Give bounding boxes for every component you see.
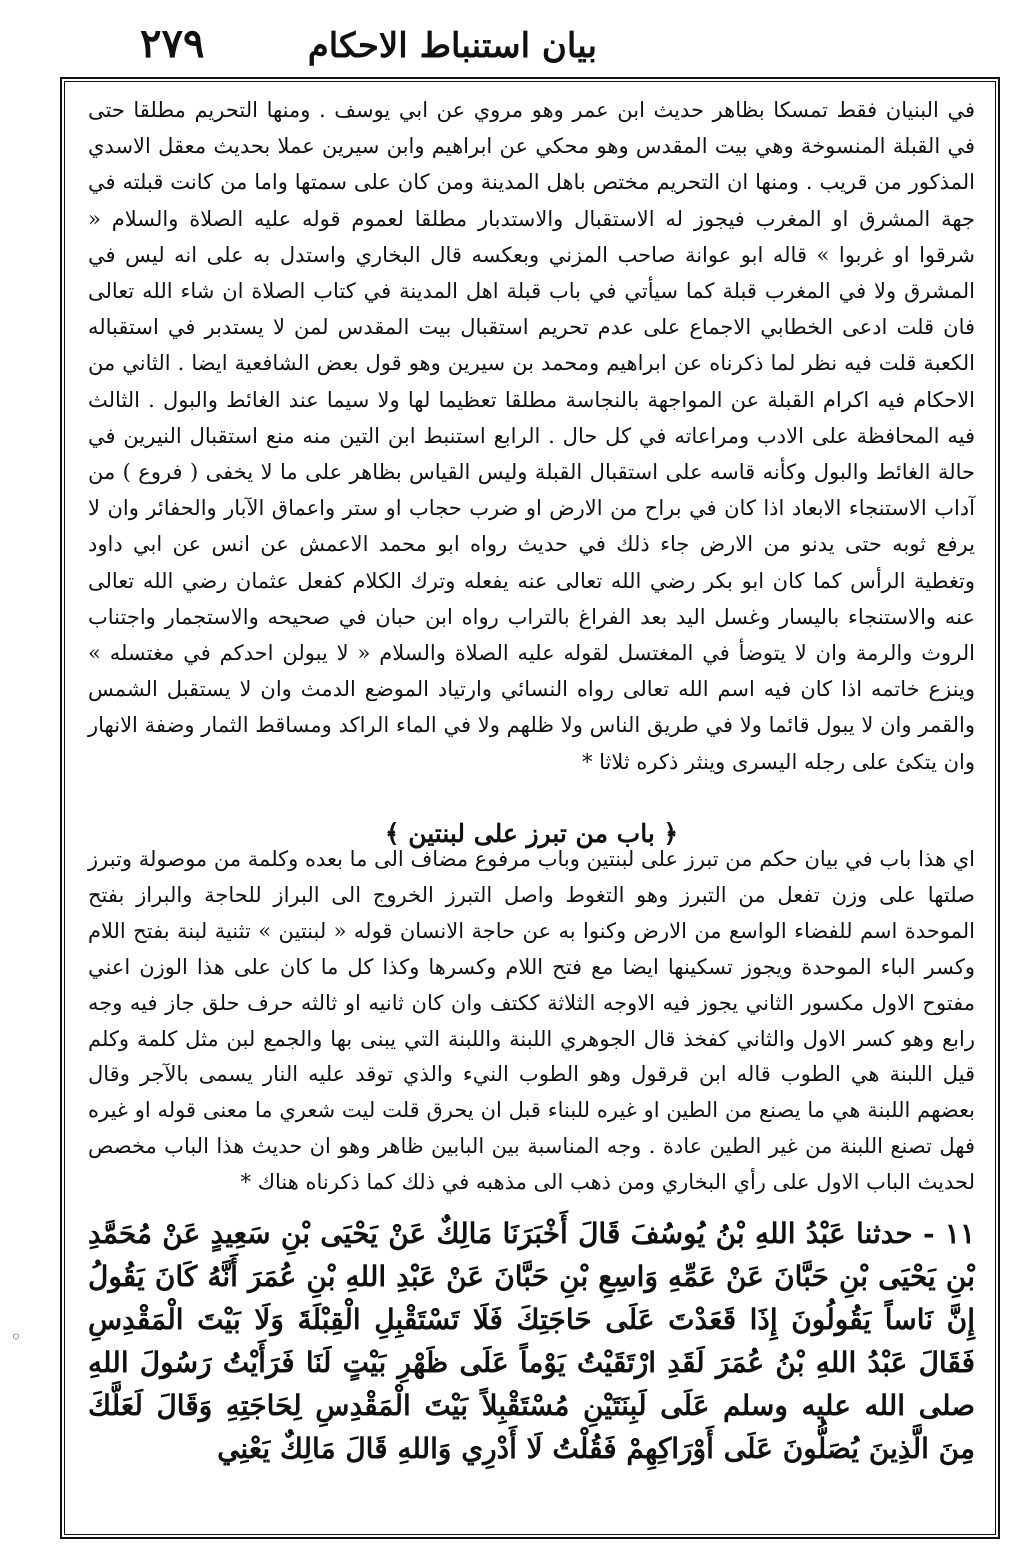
page-header [120, 18, 957, 76]
running-title: بيان استنباط الاحكام [307, 26, 597, 66]
page-number: ٢٧٩ [140, 20, 205, 67]
margin-mark-icon: ◦ [10, 1325, 22, 1349]
hadith-text: ١١ - حدثنا عَبْدُ اللهِ بْنُ يُوسُفَ قَالَ أَخْبَرَنَا مَالِكٌ عَنْ يَحْيَى بْنِ سَعِيدٍ عَنْ مُحَمَّدِ بْنِ يَحْيَى بْنِ حَبَّانَ عَنْ عَمِّهِ وَاسِعِ بْنِ حَبَّانَ عَنْ عَبْدِ اللهِ بْنِ عُمَرَ أَنَّهُ كَانَ يَقُولُ إِنَّ نَاساً يَقُولُونَ إِذَا قَعَدْتَ عَلَى حَاجَتِكَ فَلَا تَسْتَقْبِلِ الْقِبْلَةَ وَلَا بَيْتَ الْمَقْدِسِ فَقَالَ عَبْدُ اللهِ بْنُ عُمَرَ لَقَدِ ارْتَقَيْتُ يَوْماً عَلَى ظَهْرِ بَيْتٍ لَنَا فَرَأَيْتُ رَسُولَ اللهِ صلى الله عليه وسلم عَلَى لَبِنَتَيْنِ مُسْتَقْبِلاً بَيْتَ الْمَقْدِسِ لِحَاجَتِهِ وَقَالَ لَعَلَّكَ مِنَ الَّذِينَ يُصَلُّونَ عَلَى أَوْرَاكِهِمْ فَقُلْتُ لَا أَدْرِي وَاللهِ قَالَ مَالِكٌ يَعْنِي [88, 1217, 975, 1465]
commentary-paragraph: في البنيان فقط تمسكا بظاهر حديث ابن عمر وهو مروي عن ابي يوسف . ومنها التحريم مطلقا حتى في القبلة المنسوخة وهي بيت المقدس وهو محكي عن ابراهيم وابن سيرين عملا بحديث معقل الاسدي المذكور من قريب . ومنها ان التحريم مختص باهل المدينة ومن كان على سمتها واما من كانت قبلته في جهة المشرق او المغرب فيجوز له الاستقبال والاستدبار مطلقا لعموم قوله عليه الصلاة والسلام « شرقوا او غربوا » قاله ابو عوانة صاحب المزني وبعكسه قال البخاري واستدل به على انه ليس في المشرق ولا في المغرب قبلة كما سيأتي في باب قبلة اهل المدينة في كتاب الصلاة ان شاء الله تعالى فان قلت ادعى الخطابي الاجماع على عدم تحريم استقبال بيت المقدس لمن لا يستدبر في استقباله الكعبة قلت فيه نظر لما ذكرناه عن ابراهيم ومحمد بن سيرين وهو قول بعض الشافعية ايضا . الثاني من الاحكام فيه اكرام القبلة عن المواجهة بالنجاسة مطلقا تعظيما لها ولا سيما عند الغائط والبول . الثالث فيه المحافظة على الادب ومراعاته في كل حال . الرابع استنبط ابن التين منه منع استقبال النيرين في حالة الغائط والبول وكأنه قاسه على استقبال القبلة وليس القياس بظاهر على ما لا يخفى ( فروع ) من آداب الاستنجاء الابعاد اذا كان في براح من الارض او ضرب حجاب او ستر واعماق الآبار والحفائر وان لا يرفع ثوبه حتى يدنو من الارض جاء ذلك في حديث رواه ابو محمد الاعمش عن انس عن ابي داود وتغطية الرأس كما كان ابو بكر رضي الله تعالى عنه يفعله وترك الكلام كفعل عثمان رضي الله تعالى عنه والاستنجاء باليسار وغسل اليد بعد الفراغ بالتراب رواه ابن حبان في صحيحه والاستجمار واجتناب الروث والرمة وان لا يتوضأ في المغتسل لقوله عليه الصلاة والسلام « لا يبولن احدكم في مغتسله » وينزع خاتمه اذا كان فيه اسم الله تعالى رواه النسائي وارتياد الموضع الدمث وان لا يستقبل الشمس والقمر وان لا يبول قائما ولا في طريق الناس ولا ظلهم ولا في الماء الراكد ومساقط الثمار وضفة الانهار وان يتكئ على رجله اليسرى وينثر ذكره ثلاثا * [88, 98, 975, 774]
commentary-paragraph: اي هذا باب في بيان حكم من تبرز على لبنتين وباب مرفوع مضاف الى ما بعده وكلمة من موصولة وتبرز صلتها على وزن تفعل من التبرز وهو التغوط واصل التبرز الخروج الى البراز للحاجة والبراز بفتح الموحدة اسم للفضاء الواسع من الارض وكنوا به عن حاجة الانسان قوله « لبنتين » تثنية لبنة بفتح اللام وكسر الباء الموحدة ويجوز تسكينها ايضا مع فتح اللام وكسرها وكذا كل ما كان على هذا الوزن اعني مفتوح الاول مكسور الثاني يجوز فيه الاوجه الثلاثة ككتف وان كان ثانيه او ثالثه حرف حلق جاز فيه وجه رابع وهو كسر الاول والثاني كفخذ قال الجوهري اللبنة واللبنة التي يبنى بها والجمع لبن مثل كلمة وكلم قيل اللبنة هي الطوب قاله ابن قرقول وهو الطوب النيء والذي توقد عليه النار يسمى بالآجر وقال بعضهم اللبنة هي ما يصنع من الطين او غيره للبناء قبل ان يحرق قلت ليت شعري ما معنى قوله او غيره فهل تصنع اللبنة من غير الطين عادة . وجه المناسبة بين البابين ظاهر وهو ان حديث هذا الباب مخصص لحديث الباب الاول على رأي البخاري ومن ذهب الى مذهبه في ذلك كما ذكرناه هناك * [88, 847, 975, 1195]
chapter-heading: ﴿ باب من تبرز على لبنتين ﴾ [384, 819, 679, 848]
